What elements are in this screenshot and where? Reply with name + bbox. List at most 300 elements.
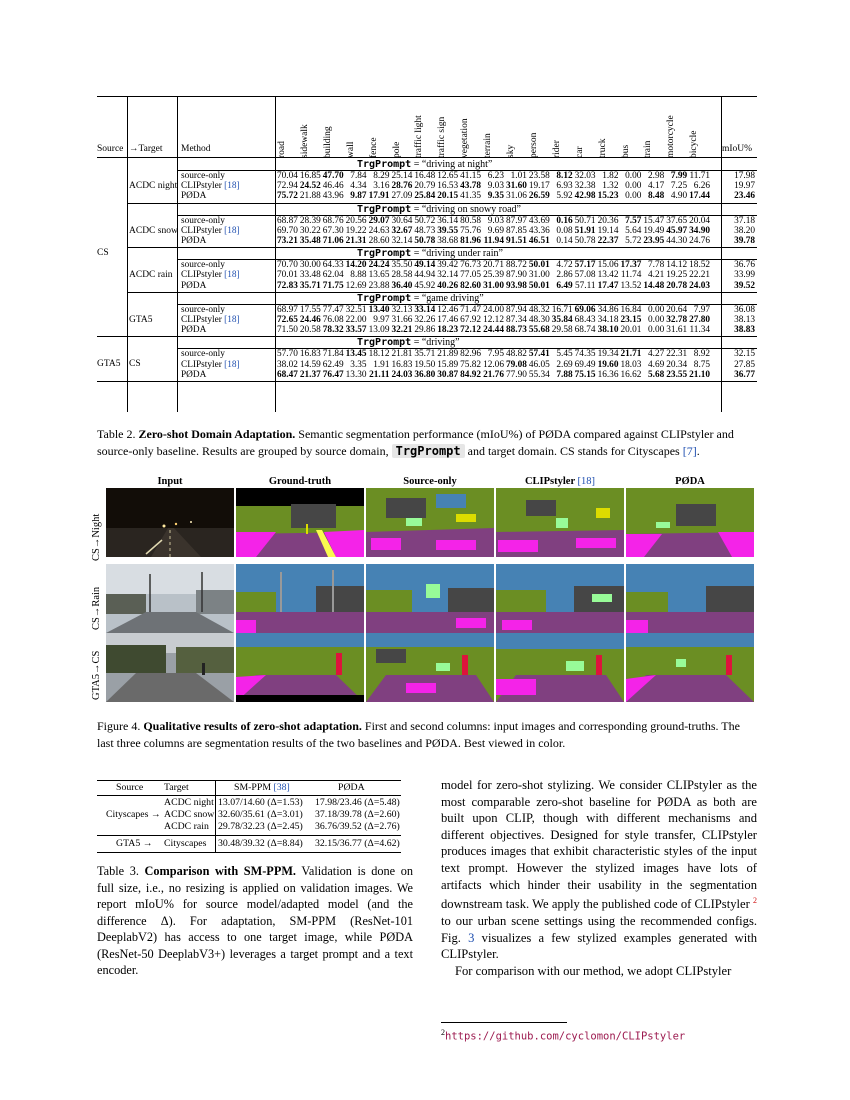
value-cell: 21.11 (369, 369, 390, 380)
value-cell: 17.55 (299, 304, 321, 315)
value-cell: 31.00 (483, 280, 504, 291)
value-cell: 76.47 (322, 369, 344, 380)
value-cell: 68.97 (276, 304, 298, 315)
value-cell: 19.25 (666, 270, 688, 281)
value-cell: 50.01 (528, 260, 550, 271)
value-cell: 9.03 (487, 181, 504, 192)
value-cell: 20.34 (666, 359, 688, 370)
table-row (97, 325, 757, 335)
t3-head-smppm: SM-PPM [38] (234, 782, 290, 793)
class-header-label: terrain (483, 133, 494, 158)
value-cell: 70.70 (276, 260, 298, 271)
value-cell: 78.32 (322, 325, 344, 336)
value-cell: 9.35 (487, 191, 504, 202)
row-label-rain: CS→Rain (91, 586, 102, 630)
t3-target: ACDC rain (164, 821, 209, 832)
value-cell: 6.23 (487, 171, 504, 181)
value-cell: 9.87 (350, 191, 367, 202)
table-row (97, 236, 757, 246)
class-header-label: person (528, 132, 539, 158)
value-cell: 17.46 (437, 315, 459, 325)
value-cell: 32.51 (345, 304, 367, 315)
class-header-label: sky (506, 144, 516, 158)
value-cell: 24.46 (299, 315, 321, 325)
value-cell: 7.97 (693, 304, 711, 315)
value-cell: 24.03 (689, 280, 711, 291)
header-source: Source (97, 144, 124, 154)
value-cell: 43.78 (460, 181, 482, 192)
value-cell: 35.48 (299, 236, 321, 246)
fig-3-link[interactable]: 3 (468, 930, 475, 945)
value-cell: 31.06 (505, 191, 527, 202)
footnote-2-link[interactable]: 2 (753, 896, 757, 906)
value-cell: 24.63 (368, 225, 390, 236)
fig-gta-poda (626, 633, 754, 702)
value-cell: 68.47 (276, 369, 298, 380)
value-cell: 17.37 (620, 260, 642, 271)
value-cell: 28.39 (299, 215, 321, 226)
group-target: GTA5 (129, 314, 153, 325)
value-cell: 18.12 (368, 349, 390, 360)
value-cell: 79.08 (505, 359, 527, 370)
class-header-label: road (277, 141, 287, 158)
value-cell: 19.34 (597, 349, 619, 360)
ref-18-link[interactable]: [18] (224, 225, 240, 236)
ref-18-link[interactable]: [18] (224, 270, 240, 281)
t3-source-gta: GTA5 → (116, 838, 153, 849)
value-cell: 0.00 (625, 181, 642, 192)
value-cell: 25.14 (391, 171, 413, 181)
value-cell: 43.69 (528, 215, 550, 226)
value-cell: 88.73 (505, 325, 527, 336)
method-cell: CLIPstyler [18] (181, 225, 240, 236)
value-cell: 20.64 (666, 304, 688, 315)
value-cell: 21.31 (345, 236, 367, 246)
fig-rain-clipstyler (496, 564, 624, 633)
value-cell: 36.14 (437, 215, 459, 226)
value-cell: 3.35 (350, 359, 367, 370)
table-row (97, 270, 757, 280)
value-cell: 39.42 (437, 260, 459, 271)
value-cell: 21.37 (299, 369, 321, 380)
fig-rain-poda (626, 564, 754, 633)
fig-night-source-only (366, 488, 494, 557)
value-cell: 18.23 (437, 325, 459, 336)
value-cell: 19.17 (528, 181, 550, 192)
value-cell: 31.60 (505, 181, 527, 192)
value-cell: 20.78 (666, 280, 688, 291)
t3-poda-cell: 32.15/36.77 (Δ=4.62) (315, 838, 400, 849)
t3-smppm-cell: 13.07/14.60 (Δ=1.53) (218, 797, 303, 808)
value-cell: 69.06 (574, 304, 596, 315)
value-cell: 36.76 (734, 260, 755, 271)
value-cell: 32.14 (391, 236, 413, 246)
value-cell: 0.00 (625, 171, 642, 181)
value-cell: 6.49 (556, 280, 573, 291)
value-cell: 0.16 (556, 215, 573, 226)
method-cell: CLIPstyler [18] (181, 315, 240, 325)
class-header-label: building (322, 126, 333, 158)
value-cell: 36.80 (414, 369, 436, 380)
value-cell: 7.99 (670, 171, 688, 181)
value-cell: 20.01 (620, 325, 642, 336)
value-cell: 87.85 (505, 225, 527, 236)
ref-38-link[interactable]: [38] (273, 782, 290, 793)
value-cell: 75.76 (460, 225, 482, 236)
value-cell: 32.03 (574, 171, 596, 181)
value-cell: 76.08 (322, 315, 344, 325)
group-target: ACDC night (129, 181, 178, 191)
value-cell: 41.15 (460, 171, 482, 181)
value-cell: 21.81 (391, 349, 413, 360)
value-cell: 45.97 (666, 225, 688, 236)
t3-head-source: Source (116, 782, 144, 793)
table-rule (97, 381, 757, 382)
fig-night-poda (626, 488, 754, 557)
value-cell: 32.14 (437, 270, 459, 281)
fig-night-ground-truth (236, 488, 364, 557)
value-cell: 57.08 (574, 270, 596, 281)
value-cell: 30.64 (391, 215, 413, 226)
value-cell: 1.01 (510, 171, 527, 181)
value-cell: 37.18 (734, 215, 755, 226)
value-cell: 44.30 (666, 236, 688, 246)
value-cell: 22.21 (689, 270, 711, 281)
value-cell: 87.97 (505, 215, 527, 226)
value-cell: 4.17 (648, 181, 665, 192)
value-cell: 8.48 (648, 191, 665, 202)
value-cell: 13.30 (345, 369, 367, 380)
t3-poda-cell: 36.76/39.52 (Δ=2.76) (315, 821, 400, 832)
value-cell: 71.75 (322, 280, 344, 291)
value-cell: 38.68 (437, 236, 459, 246)
value-cell: 38.10 (597, 325, 619, 336)
value-cell: 29.07 (368, 215, 390, 226)
value-cell: 19.50 (414, 359, 436, 370)
value-cell: 91.51 (505, 236, 527, 246)
value-cell: 57.11 (575, 280, 596, 291)
value-cell: 9.97 (373, 315, 390, 325)
value-cell: 68.76 (322, 215, 344, 226)
value-cell: 20.04 (689, 215, 711, 226)
value-cell: 7.84 (350, 171, 367, 181)
value-cell: 44.94 (414, 270, 436, 281)
value-cell: 20.15 (437, 191, 459, 202)
class-header-label: truck (597, 138, 608, 158)
value-cell: 17.91 (368, 191, 390, 202)
value-cell: 7.88 (556, 369, 573, 380)
value-cell: 17.44 (689, 191, 711, 202)
value-cell: 24.44 (483, 325, 504, 336)
value-cell: 7.57 (625, 215, 642, 226)
value-cell: 72.65 (276, 315, 298, 325)
value-cell: 0.00 (648, 304, 665, 315)
value-cell: 24.76 (689, 236, 711, 246)
value-cell: 36.77 (734, 369, 755, 380)
row-label-night: CS→Night (91, 513, 102, 561)
col-head-clipstyler: CLIPstyler [18] (524, 476, 596, 487)
value-cell: 46.51 (528, 236, 550, 246)
value-cell: 82.96 (460, 349, 482, 360)
value-cell: 77.90 (505, 369, 527, 380)
ref-18-link[interactable]: [18] (577, 476, 596, 487)
fig-rain-input (106, 564, 234, 633)
group-target: CS (129, 359, 141, 370)
group-prompt-title: TrgPrompt = “driving at night” (357, 159, 493, 170)
value-cell: 77.47 (322, 304, 344, 315)
value-cell: 1.82 (602, 171, 619, 181)
t3-smppm-cell: 32.60/35.61 (Δ=3.01) (218, 809, 303, 820)
table-rule (97, 157, 757, 158)
value-cell: 32.21 (391, 325, 413, 336)
value-cell: 55.68 (528, 325, 550, 336)
value-cell: 4.90 (670, 191, 688, 202)
value-cell: 22.31 (666, 349, 688, 360)
value-cell: 15.89 (437, 359, 459, 370)
value-cell: 36.40 (391, 280, 413, 291)
class-header-label: wall (345, 141, 356, 158)
value-cell: 30.00 (299, 260, 321, 271)
group-prompt-title: TrgPrompt = “driving on snowy road” (357, 203, 521, 215)
value-cell: 32.26 (414, 315, 436, 325)
value-cell: 70.01 (276, 270, 298, 281)
value-cell: 8.75 (693, 359, 711, 370)
value-cell: 15.06 (597, 260, 619, 271)
value-cell: 23.55 (666, 369, 688, 380)
fig-gta-source-only (366, 633, 494, 702)
value-cell: 7.78 (648, 260, 665, 271)
value-cell: 45.92 (414, 280, 436, 291)
value-cell: 57.70 (276, 349, 298, 360)
value-cell: 2.98 (648, 171, 665, 181)
value-cell: 4.72 (556, 260, 573, 271)
header-target: →Target (129, 144, 163, 154)
header-method: Method (181, 144, 211, 154)
value-cell: 16.85 (299, 171, 321, 181)
value-cell: 13.65 (368, 270, 390, 281)
value-cell: 16.71 (551, 304, 573, 315)
method-cell: CLIPstyler [18] (181, 181, 240, 192)
value-cell: 27.85 (734, 359, 755, 370)
value-cell: 68.74 (574, 325, 596, 336)
value-cell: 32.13 (391, 304, 413, 315)
ref-18-link[interactable]: [18] (224, 181, 240, 192)
table-rule (97, 96, 757, 97)
value-cell: 48.30 (528, 315, 550, 325)
value-cell: 82.60 (460, 280, 482, 291)
value-cell: 38.13 (734, 315, 755, 325)
value-cell: 14.48 (643, 280, 665, 291)
fig-night-input (106, 488, 234, 557)
value-cell: 0.14 (556, 236, 573, 246)
value-cell: 32.15 (734, 349, 755, 360)
method-cell: CLIPstyler [18] (181, 359, 240, 370)
t3-poda-cell: 37.18/39.78 (Δ=2.60) (315, 809, 400, 820)
value-cell: 11.71 (689, 171, 711, 181)
t3-target: Cityscapes (164, 838, 207, 849)
figure-4-caption: Figure 4. Qualitative results of zero-shot adaptation. First and second columns: input images and corresponding ground-truths. The last three columns are segmentation results of the two baselines and PØDA. Best viewed in color. (97, 719, 740, 750)
col-head-poda: PØDA (675, 476, 705, 487)
value-cell: 21.10 (689, 369, 711, 380)
value-cell: 8.29 (373, 171, 390, 181)
value-cell: 72.12 (460, 325, 482, 336)
table-row (97, 370, 757, 380)
value-cell: 26.59 (528, 191, 550, 202)
group-target: ACDC rain (129, 270, 173, 281)
value-cell: 20.36 (597, 215, 619, 226)
value-cell: 5.72 (625, 236, 642, 246)
value-cell: 4.34 (350, 181, 367, 192)
footnote-url-link[interactable]: https://github.com/cyclomon/CLIPstyler (445, 1030, 686, 1043)
value-cell: 13.45 (345, 349, 367, 360)
value-cell: 24.03 (391, 369, 413, 380)
value-cell: 74.35 (574, 349, 596, 360)
value-cell: 20.71 (483, 260, 504, 271)
ref-7-link[interactable]: [7] (682, 443, 697, 458)
value-cell: 68.87 (276, 215, 298, 226)
value-cell: 32.38 (574, 181, 596, 192)
value-cell: 49.14 (414, 260, 436, 271)
value-cell: 23.46 (734, 191, 755, 202)
table-2-caption: Table 2. Zero-shot Domain Adaptation. Semantic segmentation performance (mIoU%) of PØDA compared against CLIPstyler and source-only baseline. Results are grouped by source domain, TrgPrompt and target domain. CS stands for Cityscapes [7]. (97, 427, 734, 458)
value-cell: 33.14 (414, 304, 436, 315)
value-cell: 80.58 (460, 215, 482, 226)
value-cell: 7.25 (670, 181, 688, 192)
value-cell: 57.17 (574, 260, 596, 271)
t3-smppm-cell: 29.78/32.23 (Δ=2.45) (218, 821, 303, 832)
value-cell: 48.32 (528, 304, 550, 315)
value-cell: 88.72 (505, 260, 527, 271)
value-cell: 16.83 (299, 349, 321, 360)
table-row (97, 181, 757, 191)
footnote: $^2$https://github.com/cyclomon/CLIPstyler (441, 1028, 686, 1043)
value-cell: 14.20 (345, 260, 367, 271)
t3-target: ACDC snow (164, 809, 215, 820)
value-cell: 71.47 (460, 304, 482, 315)
value-cell: 0.00 (648, 315, 665, 325)
ref-18-link[interactable]: [18] (224, 315, 240, 325)
value-cell: 55.34 (528, 369, 550, 380)
value-cell: 0.00 (648, 325, 665, 336)
value-cell: 9.69 (487, 225, 504, 236)
value-cell: 25.39 (483, 270, 504, 281)
value-cell: 75.82 (460, 359, 482, 370)
value-cell: 5.64 (625, 225, 642, 236)
value-cell: 19.97 (734, 181, 755, 192)
value-cell: 9.03 (487, 215, 504, 226)
value-cell: 71.50 (276, 325, 298, 336)
table-row (97, 305, 757, 315)
method-cell: source-only (181, 260, 225, 271)
value-cell: 6.93 (556, 181, 573, 192)
value-cell: 14.12 (666, 260, 688, 271)
value-cell: 19.14 (597, 225, 619, 236)
method-cell: PØDA (181, 280, 207, 291)
value-cell: 13.09 (368, 325, 390, 336)
value-cell: 38.02 (276, 359, 298, 370)
t3-head-target: Target (164, 782, 189, 793)
value-cell: 31.61 (666, 325, 688, 336)
value-cell: 64.33 (322, 260, 344, 271)
value-cell: 13.42 (597, 270, 619, 281)
value-cell: 19.60 (597, 359, 619, 370)
value-cell: 19.22 (345, 225, 367, 236)
value-cell: 81.96 (460, 236, 482, 246)
value-cell: 28.76 (391, 181, 413, 192)
value-cell: 57.41 (528, 349, 550, 360)
value-cell: 46.46 (322, 181, 344, 192)
table-row (97, 260, 757, 270)
value-cell: 31.66 (391, 315, 413, 325)
t3-poda-cell: 17.98/23.46 (Δ=5.48) (315, 797, 400, 808)
fig-night-clipstyler (496, 488, 624, 557)
fig-rain-source-only (366, 564, 494, 633)
value-cell: 38.83 (734, 325, 755, 336)
fig-rain-ground-truth (236, 564, 364, 633)
value-cell: 16.83 (391, 359, 413, 370)
table-row (97, 281, 757, 291)
group-prompt-title: TrgPrompt = “driving under rain” (357, 248, 503, 260)
value-cell: 76.73 (460, 260, 482, 271)
fig-gta-clipstyler (496, 633, 624, 702)
ref-18-link[interactable]: [18] (224, 359, 240, 370)
value-cell: 21.88 (299, 191, 321, 202)
value-cell: 16.53 (437, 181, 459, 192)
table-row (97, 349, 757, 359)
value-cell: 2.69 (556, 359, 573, 370)
value-cell: 87.34 (505, 315, 527, 325)
value-cell: 20.56 (345, 215, 367, 226)
value-cell: 20.79 (414, 181, 436, 192)
value-cell: 6.26 (693, 181, 711, 192)
value-cell: 18.03 (620, 359, 642, 370)
t3-source-cs: Cityscapes → (106, 809, 161, 820)
value-cell: 12.12 (483, 315, 504, 325)
value-cell: 8.92 (693, 349, 711, 360)
class-header-label: motorcycle (666, 115, 677, 158)
value-cell: 93.98 (505, 280, 527, 291)
value-cell: 72.83 (276, 280, 298, 291)
value-cell: 24.52 (299, 181, 321, 192)
value-cell: 5.45 (556, 349, 573, 360)
value-cell: 71.06 (322, 236, 344, 246)
value-cell: 22.37 (597, 236, 619, 246)
class-header-label: fence (368, 137, 379, 158)
value-cell: 38.20 (734, 225, 755, 236)
body-text: model for zero-shot stylizing. We consider CLIPstyler as the most comparable zero-shot baseline for PØDA as both are built upon CLIP, though with different mechanisms and different objectives. Designed for style transfer, CLIPstyler produces images that exhibit characteristic styles of the input text prompt. However the stylized images have lots of artifacts which hinder their usability in the segmentation downstream task. We apply the published code of CLIPstyler $^2$ to our urban scene settings using the recommended configs. Fig. 3 visualizes a few stylized examples generated with CLIPstyler. For comparison with our method, we adopt CLIPstyler (441, 778, 757, 978)
method-cell: PØDA (181, 369, 207, 380)
value-cell: 23.58 (528, 171, 550, 181)
value-cell: 17.47 (597, 280, 619, 291)
value-cell: 21.71 (620, 349, 642, 360)
value-cell: 48.73 (414, 225, 436, 236)
value-cell: 12.69 (345, 280, 367, 291)
value-cell: 12.46 (437, 304, 459, 315)
method-cell: source-only (181, 215, 225, 226)
value-cell: 14.59 (299, 359, 321, 370)
t3-smppm-cell: 30.48/39.32 (Δ=8.84) (218, 838, 303, 849)
value-cell: 2.86 (556, 270, 573, 281)
value-cell: 21.76 (483, 369, 504, 380)
value-cell: 67.30 (322, 225, 344, 236)
value-cell: 35.84 (551, 315, 573, 325)
value-cell: 46.05 (528, 359, 550, 370)
value-cell: 29.58 (551, 325, 573, 336)
fig-gta-ground-truth (236, 633, 364, 702)
value-cell: 23.88 (368, 280, 390, 291)
value-cell: 13.40 (368, 304, 390, 315)
value-cell: 16.48 (414, 171, 436, 181)
